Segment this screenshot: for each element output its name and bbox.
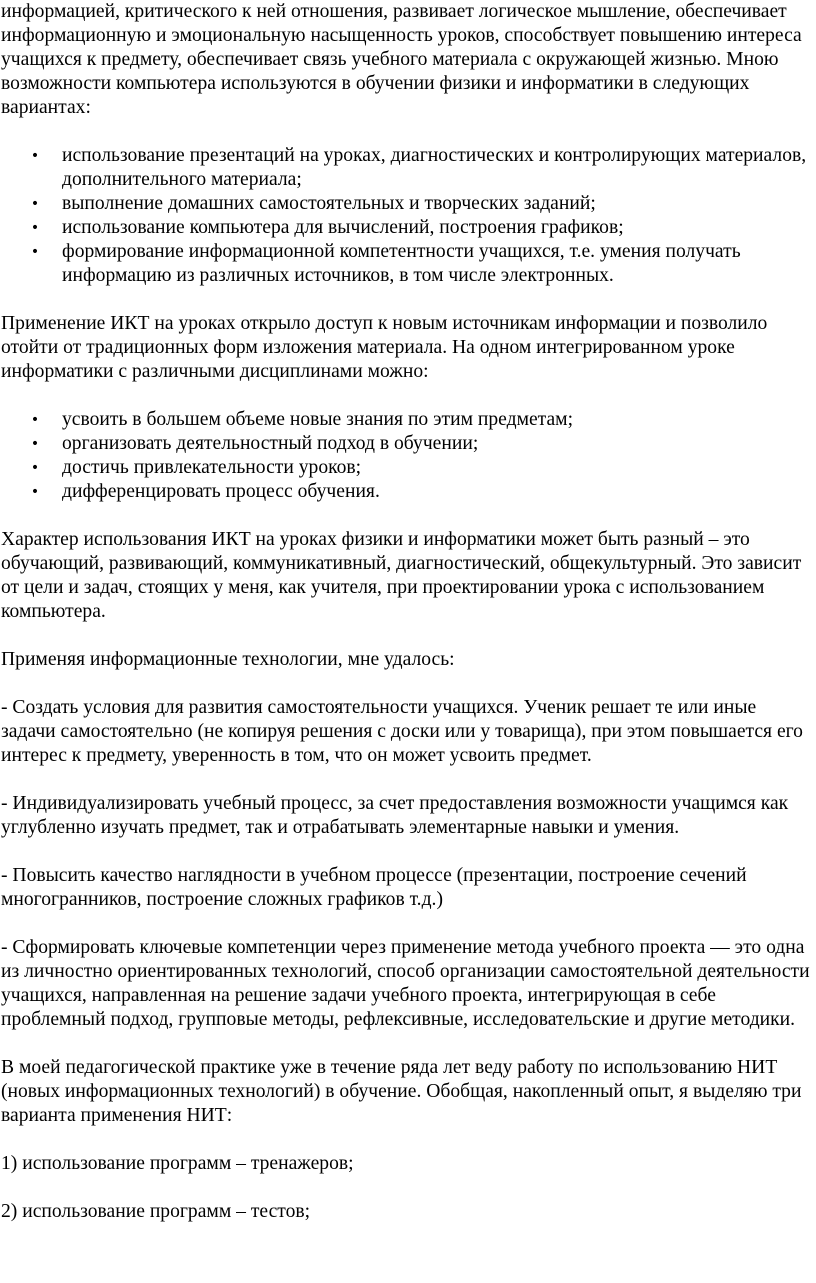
bullet-icon: •: [30, 460, 40, 476]
list-item: [1, 216, 813, 240]
bullet-icon: •: [30, 412, 40, 428]
spacer: [1, 288, 813, 312]
list-item: [1, 456, 813, 480]
bullet-icon: •: [30, 484, 40, 500]
list-item-text: использование презентаций на уроках, диагностических и контролирующих материалов, дополнительного материала;: [62, 145, 807, 190]
paragraph-achievements-intro: Применяя информационные технологии, мне удалось:: [1, 649, 455, 670]
list-item: [1, 408, 813, 432]
list-item-text: организовать деятельностный подход в обучении;: [62, 433, 479, 454]
spacer: [1, 912, 813, 936]
spacer: [1, 1032, 813, 1056]
bullet-icon: •: [30, 436, 40, 452]
spacer: [1, 1128, 813, 1152]
list-item: [1, 192, 813, 216]
list-item: [1, 480, 813, 504]
list-item-text: достичь привлекательности уроков;: [62, 457, 362, 478]
bullet-list-integrated-lesson: [1, 408, 813, 504]
bullet-list-computer-uses: [1, 144, 813, 288]
spacer: [1, 672, 813, 696]
list-item-text: усвоить в большем объеме новые знания по этим предметам;: [62, 409, 574, 430]
spacer: [1, 840, 813, 864]
paragraph-practice: В моей педагогической практике уже в течение ряда лет веду работу по использованию НИТ (новых информационных технологий) в обучение. Обобщая, накопленный опыт, я выделяю три варианта применения НИТ:: [1, 1057, 802, 1126]
spacer: [1, 768, 813, 792]
bullet-icon: •: [30, 220, 40, 236]
paragraph-independence: - Создать условия для развития самостоятельности учащихся. Ученик решает те или иные задачи самостоятельно (не копируя решения с доски или у товарища), при этом повышается его интерес к предмету, уверенность в том, что он может усвоить предмет.: [1, 697, 803, 766]
bullet-icon: •: [30, 148, 40, 164]
spacer: [1, 624, 813, 648]
paragraph-ict-access: Применение ИКТ на уроках открыло доступ к новым источникам информации и позволило отойти от традиционных форм изложения материала. На одном интегрированном уроке информатики с различными дисциплинами можно:: [1, 313, 768, 382]
spacer: [1, 384, 813, 408]
spacer: [1, 504, 813, 528]
paragraph-variant-1: 1) использование программ – тренажеров;: [1, 1153, 354, 1174]
list-item: [1, 144, 813, 192]
paragraph-visual-quality: - Повысить качество наглядности в учебном процессе (презентации, построение сечений многогранников, построение сложных графиков т.д.): [1, 865, 747, 910]
list-item-text: выполнение домашних самостоятельных и творческих заданий;: [62, 193, 596, 214]
list-item: [1, 432, 813, 456]
paragraph-variant-2: 2) использование программ – тестов;: [1, 1201, 311, 1222]
list-item-text: дифференцировать процесс обучения.: [62, 481, 380, 502]
document-body: [1, 0, 813, 1224]
list-item: [1, 240, 813, 288]
spacer: [1, 1176, 813, 1200]
list-item-text: формирование информационной компетентности учащихся, т.е. умения получать информацию из различных источников, в том числе электронных.: [62, 241, 741, 286]
paragraph-ict-character: Характер использования ИКТ на уроках физики и информатики может быть разный – это обучающий, развивающий, коммуникативный, диагностический, общекультурный. Это зависит от цели и задач, стоящих у меня, как учителя, при проектировании урока с использованием компьютера.: [1, 529, 802, 622]
paragraph-individualize: - Индивидуализировать учебный процесс, за счет предоставления возможности учащимся как углубленно изучать предмет, так и отрабатывать элементарные навыки и умения.: [1, 793, 789, 838]
bullet-icon: •: [30, 244, 40, 260]
bullet-icon: •: [30, 196, 40, 212]
list-item-text: использование компьютера для вычислений, построения графиков;: [62, 217, 624, 238]
paragraph-competencies: - Сформировать ключевые компетенции через применение метода учебного проекта — это одна из личностно ориентированных технологий, способ организации самостоятельной деятельности учащихся, направленная на решение задачи учебного проекта, интегрирующая в себе проблемный подход, групповые методы, рефлексивные, исследовательские и другие методики.: [1, 937, 810, 1030]
spacer: [1, 120, 813, 144]
paragraph-intro: информацией, критического к ней отношения, развивает логическое мышление, обеспечивает информационную и эмоциональную насыщенность уроков, способствует повышению интереса учащихся к предмету, обеспечивает связь учебного материала с окружающей жизнью. Мною возможности компьютера используются в обучении физики и информатики в следующих вариантах:: [1, 1, 802, 118]
